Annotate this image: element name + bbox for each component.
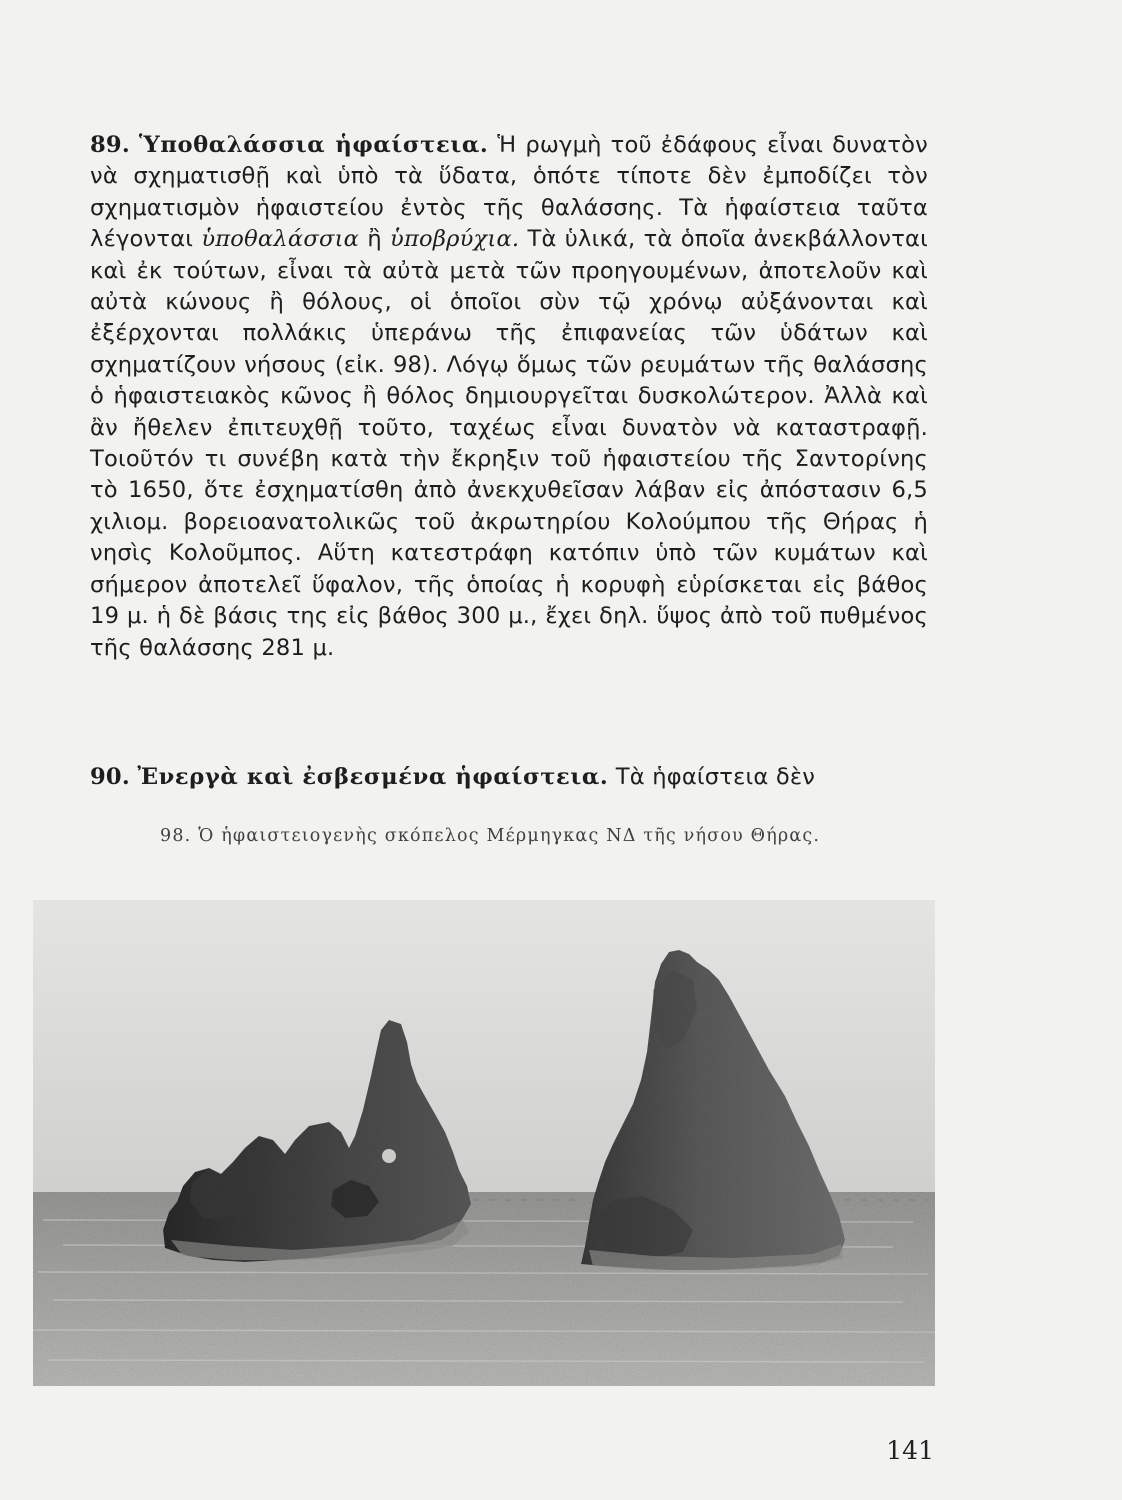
term-underwater: ὑποβρύχια. (390, 226, 520, 253)
section-title: Ἐνεργὰ καὶ ἐσβεσμένα ἡφαίστεια. (137, 764, 609, 790)
section-text: Τὰ ἡφαίστεια δὲν (615, 764, 816, 790)
section-text: Ἡ ρωγμὴ τοῦ ἐδάφους εἶναι δυνατὸν νὰ σχηματισθῇ καὶ ὑπὸ τὰ ὕδατα, ὁπότε τίποτε δὲν ἐμποδίζει τὸν σχηματισμὸν ἡφαιστείου ἐντὸς τῆς θαλάσσης. Τὰ ἡφαίστεια ταῦτα λέγονται (90, 132, 928, 253)
term-submarine: ὑποθαλάσσια (201, 226, 360, 253)
section-title: Ὑποθαλάσσια ἡφαίστεια. (138, 132, 489, 158)
section-text-continued: Τὰ ὑλικά, τὰ ὁποῖα ἀνεκβάλλονται καὶ ἐκ τούτων, εἶναι τὰ αὐτὰ μετὰ τῶν προηγουμένων, ἀποτελοῦν καὶ αὐτὰ κώνους ἢ θόλους, οἱ ὁποῖοι σὺν τῷ χρόνῳ αὐξάνονται καὶ ἐξέρχονται πολλάκις ὑπεράνω τῆς ἐπιφανείας τῶν ὑδάτων καὶ σχηματίζουν νήσους (εἰκ. 98). Λόγῳ ὅμως τῶν ρευμάτων τῆς θαλάσσης ὁ ἡφαιστειακὸς κῶνος ἢ θόλος δημιουργεῖται δυσκολώτερον. Ἀλλὰ καὶ ἂν ἤθελεν ἐπιτευχθῇ τοῦτο, ταχέως εἶναι δυνατὸν νὰ καταστραφῇ. Τοιοῦτόν τι συνέβη κατὰ τὴν ἔκρηξιν τοῦ ἡφαιστείου τῆς Σαντορίνης τὸ 1650, ὅτε ἐσχηματίσθη ἀπὸ ἀνεκχυθεῖσαν λάβαν εἰς ἀπόστασιν 6,5 χιλιομ. βορειοανατολικῶς τοῦ ἀκρωτηρίου Κολούμπου τῆς Θήρας ἡ νησὶς Κολοῦμπος. Αὕτη κατεστράφη κατόπιν ὑπὸ τῶν κυμάτων καὶ σήμερον ἀποτελεῖ ὕφαλον, τῆς ὁποίας ἡ κορυφὴ εὑρίσκεται εἰς βάθος 19 μ. ἡ δὲ βάσις της εἰς βάθος 300 μ., ἔχει δηλ. ὕψος ἀπὸ τοῦ πυθμένος τῆς θαλάσσης 281 μ. (90, 226, 928, 661)
figure-photo (33, 900, 935, 1386)
section-90 (90, 762, 928, 793)
section-number: 89. (90, 132, 130, 158)
figure-caption: 98. Ὁ ἡφαιστειογενὴς σκόπελος Μέρμηγκας ΝΔ τῆς νήσου Θήρας. (160, 826, 821, 846)
section-number: 90. (90, 764, 130, 790)
connector-word: ἢ (367, 226, 382, 253)
page-number: 141 (886, 1436, 934, 1465)
section-89 (90, 130, 928, 664)
